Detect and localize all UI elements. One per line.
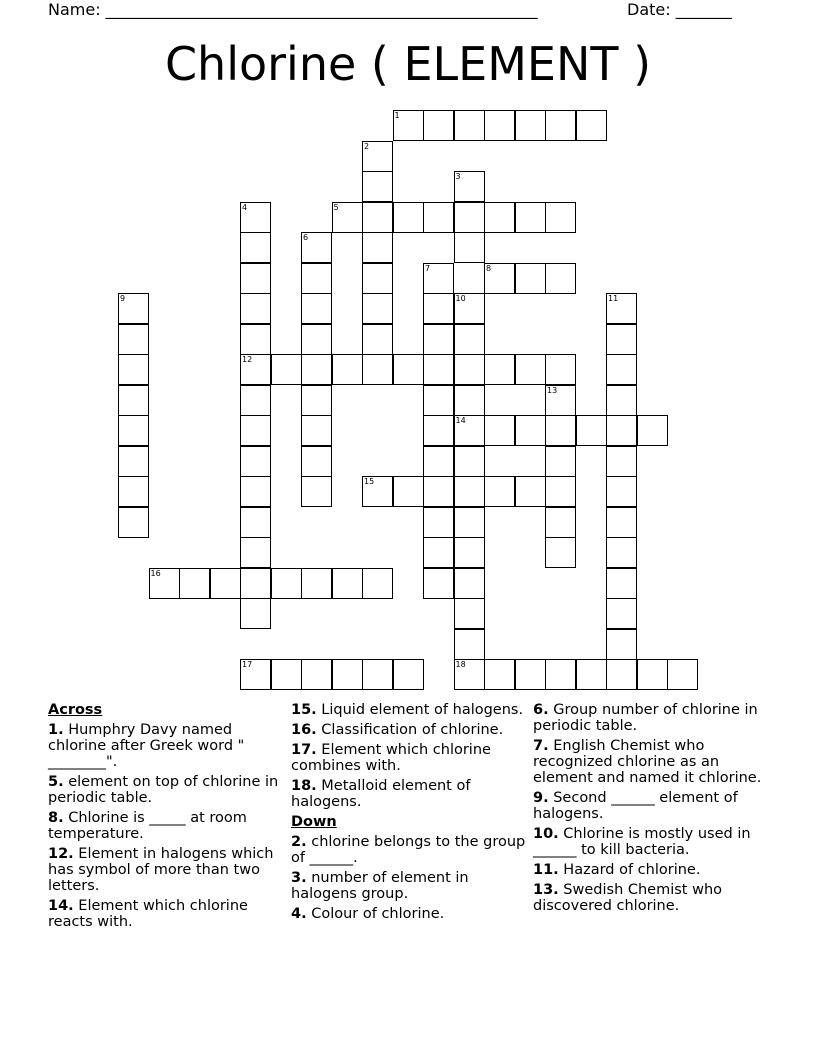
cell-number: 9 [120, 294, 126, 303]
clue-number: 7. [533, 738, 549, 754]
across-clue-1 [48, 722, 284, 770]
crossword-cell[interactable] [393, 202, 424, 233]
crossword-cell[interactable] [515, 415, 546, 446]
crossword-cell[interactable] [606, 354, 637, 385]
cell-number: 4 [242, 202, 248, 212]
crossword-cell[interactable] [271, 659, 302, 690]
crossword-cell[interactable] [240, 324, 271, 355]
clue-text: Chlorine is mostly used in ______ to kill bacteria. [533, 826, 751, 858]
crossword-cell[interactable] [484, 659, 515, 690]
across-clue-14 [48, 898, 284, 930]
crossword-cell[interactable] [606, 446, 637, 477]
cell-number: 12 [242, 355, 253, 364]
crossword-cell[interactable] [362, 659, 393, 690]
down-clue-3 [291, 870, 527, 902]
crossword-cell[interactable] [362, 568, 393, 599]
crossword-cell[interactable] [301, 659, 332, 690]
crossword-cell[interactable] [484, 415, 515, 446]
clue-text: number of element in halogens group. [291, 870, 469, 902]
down-clue-4 [291, 906, 527, 922]
crossword-cell[interactable] [454, 293, 485, 324]
crossword-cell[interactable] [118, 293, 149, 324]
across-clue-18 [291, 778, 527, 810]
crossword-cell[interactable] [240, 507, 271, 538]
crossword-cell[interactable] [240, 385, 271, 416]
crossword-cell[interactable] [301, 476, 332, 507]
cell-number: 7 [425, 263, 431, 273]
down-clue-6 [533, 702, 769, 734]
crossword-cell[interactable] [301, 446, 332, 477]
crossword-cell[interactable] [484, 476, 515, 507]
crossword-cell[interactable] [118, 415, 149, 446]
crossword-cell[interactable] [606, 324, 637, 355]
crossword-cell[interactable] [332, 659, 363, 690]
crossword-cell[interactable] [576, 659, 607, 690]
crossword-cell[interactable] [454, 507, 485, 538]
cell-number: 8 [486, 263, 492, 273]
crossword-cell[interactable] [545, 659, 576, 690]
clue-number: 8. [48, 810, 64, 826]
crossword-cell[interactable] [515, 354, 546, 385]
crossword-cell[interactable] [240, 415, 271, 446]
crossword-cell[interactable] [576, 415, 607, 446]
clue-number: 2. [291, 834, 307, 850]
crossword-cell[interactable] [179, 568, 210, 599]
crossword-cell[interactable] [545, 507, 576, 538]
crossword-cell[interactable] [362, 202, 393, 233]
clue-number: 16. [291, 722, 317, 738]
down-clue-11 [533, 862, 769, 878]
cell-number: 3 [455, 172, 461, 181]
crossword-cell[interactable] [515, 263, 546, 294]
clue-number: 10. [533, 826, 559, 842]
crossword-cell[interactable] [301, 324, 332, 355]
across-clue-5 [48, 774, 284, 806]
crossword-cell[interactable] [606, 629, 637, 660]
clues-column-2 [291, 702, 527, 926]
crossword-cell[interactable] [545, 385, 576, 416]
crossword-cell[interactable] [423, 446, 454, 477]
crossword-cell[interactable] [515, 110, 546, 141]
crossword-cell[interactable] [118, 446, 149, 477]
crossword-cell[interactable] [454, 629, 485, 660]
cell-number: 13 [547, 385, 558, 395]
clue-text: English Chemist who recognized chlorine as an element and named it chlorine. [533, 738, 762, 786]
crossword-cell[interactable] [362, 171, 393, 202]
crossword-cell[interactable] [606, 415, 637, 446]
name-field-label: Name: ______________________________________________________ [48, 0, 538, 19]
crossword-cell[interactable] [454, 110, 485, 141]
clue-text: Chlorine is _____ at room temperature. [48, 810, 247, 842]
crossword-cell[interactable] [423, 202, 454, 233]
crossword-cell[interactable] [484, 354, 515, 385]
crossword-cell[interactable] [362, 476, 393, 507]
cell-number: 14 [455, 416, 466, 425]
crossword-cell[interactable] [423, 568, 454, 599]
clue-text: Hazard of chlorine. [563, 862, 701, 878]
cell-number: 18 [455, 660, 466, 669]
crossword-cell[interactable] [606, 293, 637, 324]
clue-text: Group number of chlorine in periodic table. [533, 702, 758, 734]
crossword-cell[interactable] [515, 202, 546, 233]
crossword-cell[interactable] [667, 659, 698, 690]
cell-number: 5 [333, 202, 339, 212]
crossword-cell[interactable] [423, 415, 454, 446]
crossword-cell[interactable] [423, 507, 454, 538]
cell-number: 1 [394, 111, 400, 120]
crossword-cell[interactable] [454, 446, 485, 477]
crossword-cell[interactable] [393, 110, 424, 141]
crossword-cell[interactable] [240, 446, 271, 477]
crossword-cell[interactable] [606, 507, 637, 538]
crossword-cell[interactable] [301, 263, 332, 294]
crossword-cell[interactable] [240, 659, 271, 690]
crossword-cell[interactable] [454, 171, 485, 202]
crossword-cell[interactable] [240, 476, 271, 507]
crossword-cell[interactable] [606, 385, 637, 416]
crossword-cell[interactable] [454, 354, 485, 385]
crossword-cell[interactable] [545, 202, 576, 233]
crossword-cell[interactable] [454, 202, 485, 233]
crossword-cell[interactable] [118, 385, 149, 416]
crossword-cell[interactable] [301, 232, 332, 263]
crossword-cell[interactable] [423, 293, 454, 324]
crossword-cell[interactable] [423, 354, 454, 385]
crossword-cell[interactable] [301, 293, 332, 324]
crossword-cell[interactable] [606, 537, 637, 568]
cell-number: 16 [150, 568, 161, 578]
down-heading: Down [291, 814, 337, 830]
crossword-cell[interactable] [240, 202, 271, 233]
crossword-cell[interactable] [515, 659, 546, 690]
crossword-cell[interactable] [454, 476, 485, 507]
crossword-cell[interactable] [606, 568, 637, 599]
crossword-cell[interactable] [301, 354, 332, 385]
across-clue-16 [291, 722, 527, 738]
down-clue-2 [291, 834, 527, 866]
crossword-cell[interactable] [240, 232, 271, 263]
clue-number: 4. [291, 906, 307, 922]
crossword-cell[interactable] [271, 354, 302, 385]
crossword-cell[interactable] [576, 110, 607, 141]
crossword-cell[interactable] [332, 568, 363, 599]
crossword-cell[interactable] [301, 568, 332, 599]
crossword-cell[interactable] [454, 598, 485, 629]
crossword-cell[interactable] [454, 385, 485, 416]
clue-text: Classification of chlorine. [321, 722, 504, 738]
crossword-cell[interactable] [118, 354, 149, 385]
crossword-cell[interactable] [515, 476, 546, 507]
clue-text: chlorine belongs to the group of ______. [291, 834, 526, 866]
across-clue-12 [48, 846, 284, 894]
clue-number: 13. [533, 882, 559, 898]
clue-text: Humphry Davy named chlorine after Greek word " ________". [48, 722, 245, 770]
crossword-cell[interactable] [393, 476, 424, 507]
crossword-cell[interactable] [332, 354, 363, 385]
clue-number: 18. [291, 778, 317, 794]
crossword-cell[interactable] [545, 354, 576, 385]
crossword-cell[interactable] [423, 385, 454, 416]
clue-number: 1. [48, 722, 64, 738]
cell-number: 2 [364, 141, 370, 151]
crossword-cell[interactable] [240, 293, 271, 324]
crossword-cell[interactable] [362, 324, 393, 355]
crossword-cell[interactable] [118, 507, 149, 538]
clue-text: Element which chlorine combines with. [291, 742, 491, 774]
clue-number: 15. [291, 702, 317, 718]
crossword-cell[interactable] [118, 324, 149, 355]
crossword-cell[interactable] [484, 202, 515, 233]
cell-number: 17 [242, 660, 253, 669]
crossword-cell[interactable] [606, 659, 637, 690]
clue-text: Element in halogens which has symbol of more than two letters. [48, 846, 274, 894]
crossword-cell[interactable] [454, 232, 485, 263]
clues-column-1 [48, 702, 284, 934]
clue-number: 17. [291, 742, 317, 758]
cell-number: 15 [364, 477, 375, 486]
page-title: Chlorine ( ELEMENT ) [164, 37, 652, 91]
crossword-cell[interactable] [271, 568, 302, 599]
clue-number: 12. [48, 846, 74, 862]
crossword-cell[interactable] [210, 568, 241, 599]
crossword-cell[interactable] [606, 476, 637, 507]
crossword-cell[interactable] [240, 598, 271, 629]
clue-text: Element which chlorine reacts with. [48, 898, 248, 930]
crossword-cell[interactable] [118, 476, 149, 507]
crossword-cell[interactable] [454, 537, 485, 568]
crossword-cell[interactable] [545, 110, 576, 141]
clue-text: Second ______ element of halogens. [533, 790, 738, 822]
down-clue-9 [533, 790, 769, 822]
across-clue-8 [48, 810, 284, 842]
crossword-cell[interactable] [454, 324, 485, 355]
cell-number: 6 [303, 233, 309, 242]
crossword-cell[interactable] [149, 568, 180, 599]
down-clue-13 [533, 882, 769, 914]
crossword-cell[interactable] [362, 232, 393, 263]
clue-number: 5. [48, 774, 64, 790]
crossword-cell[interactable] [423, 263, 454, 294]
clue-number: 14. [48, 898, 74, 914]
crossword-cell[interactable] [545, 415, 576, 446]
crossword-cell[interactable] [484, 110, 515, 141]
crossword-cell[interactable] [454, 415, 485, 446]
crossword-cell[interactable] [332, 202, 363, 233]
clue-text: Swedish Chemist who discovered chlorine. [533, 882, 723, 914]
clue-number: 6. [533, 702, 549, 718]
crossword-cell[interactable] [637, 659, 668, 690]
crossword-cell[interactable] [362, 141, 393, 172]
clue-number: 11. [533, 862, 559, 878]
clue-text: Metalloid element of halogens. [291, 778, 471, 810]
crossword-cell[interactable] [240, 263, 271, 294]
crossword-cell[interactable] [393, 659, 424, 690]
crossword-cell[interactable] [606, 598, 637, 629]
across-clue-17 [291, 742, 527, 774]
crossword-cell[interactable] [240, 354, 271, 385]
clues-column-3 [533, 702, 769, 918]
crossword-cell[interactable] [637, 415, 668, 446]
clue-text: Colour of chlorine. [311, 906, 445, 922]
crossword-cell[interactable] [362, 263, 393, 294]
crossword-cell[interactable] [454, 659, 485, 690]
clue-text: element on top of chlorine in periodic table. [48, 774, 279, 806]
crossword-cell[interactable] [240, 568, 271, 599]
clue-number: 3. [291, 870, 307, 886]
crossword-cell[interactable] [423, 476, 454, 507]
down-clue-7 [533, 738, 769, 786]
crossword-cell[interactable] [393, 354, 424, 385]
crossword-cell[interactable] [362, 354, 393, 385]
crossword-cell[interactable] [301, 415, 332, 446]
cell-number: 10 [455, 294, 466, 303]
crossword-cell[interactable] [454, 568, 485, 599]
date-field-label: Date: _______ [627, 0, 732, 19]
crossword-cell[interactable] [423, 110, 454, 141]
clue-number: 9. [533, 790, 549, 806]
down-clue-10 [533, 826, 769, 858]
crossword-cell[interactable] [545, 537, 576, 568]
crossword-cell[interactable] [545, 263, 576, 294]
crossword-cell[interactable] [301, 385, 332, 416]
across-heading: Across [48, 702, 103, 718]
crossword-cell[interactable] [484, 263, 515, 294]
across-clue-15 [291, 702, 527, 718]
crossword-cell[interactable] [362, 293, 393, 324]
crossword-cell[interactable] [545, 476, 576, 507]
clue-text: Liquid element of halogens. [321, 702, 524, 718]
crossword-cell[interactable] [423, 537, 454, 568]
cell-number: 11 [608, 294, 619, 303]
crossword-cell[interactable] [545, 446, 576, 477]
crossword-cell[interactable] [240, 537, 271, 568]
crossword-cell[interactable] [423, 324, 454, 355]
